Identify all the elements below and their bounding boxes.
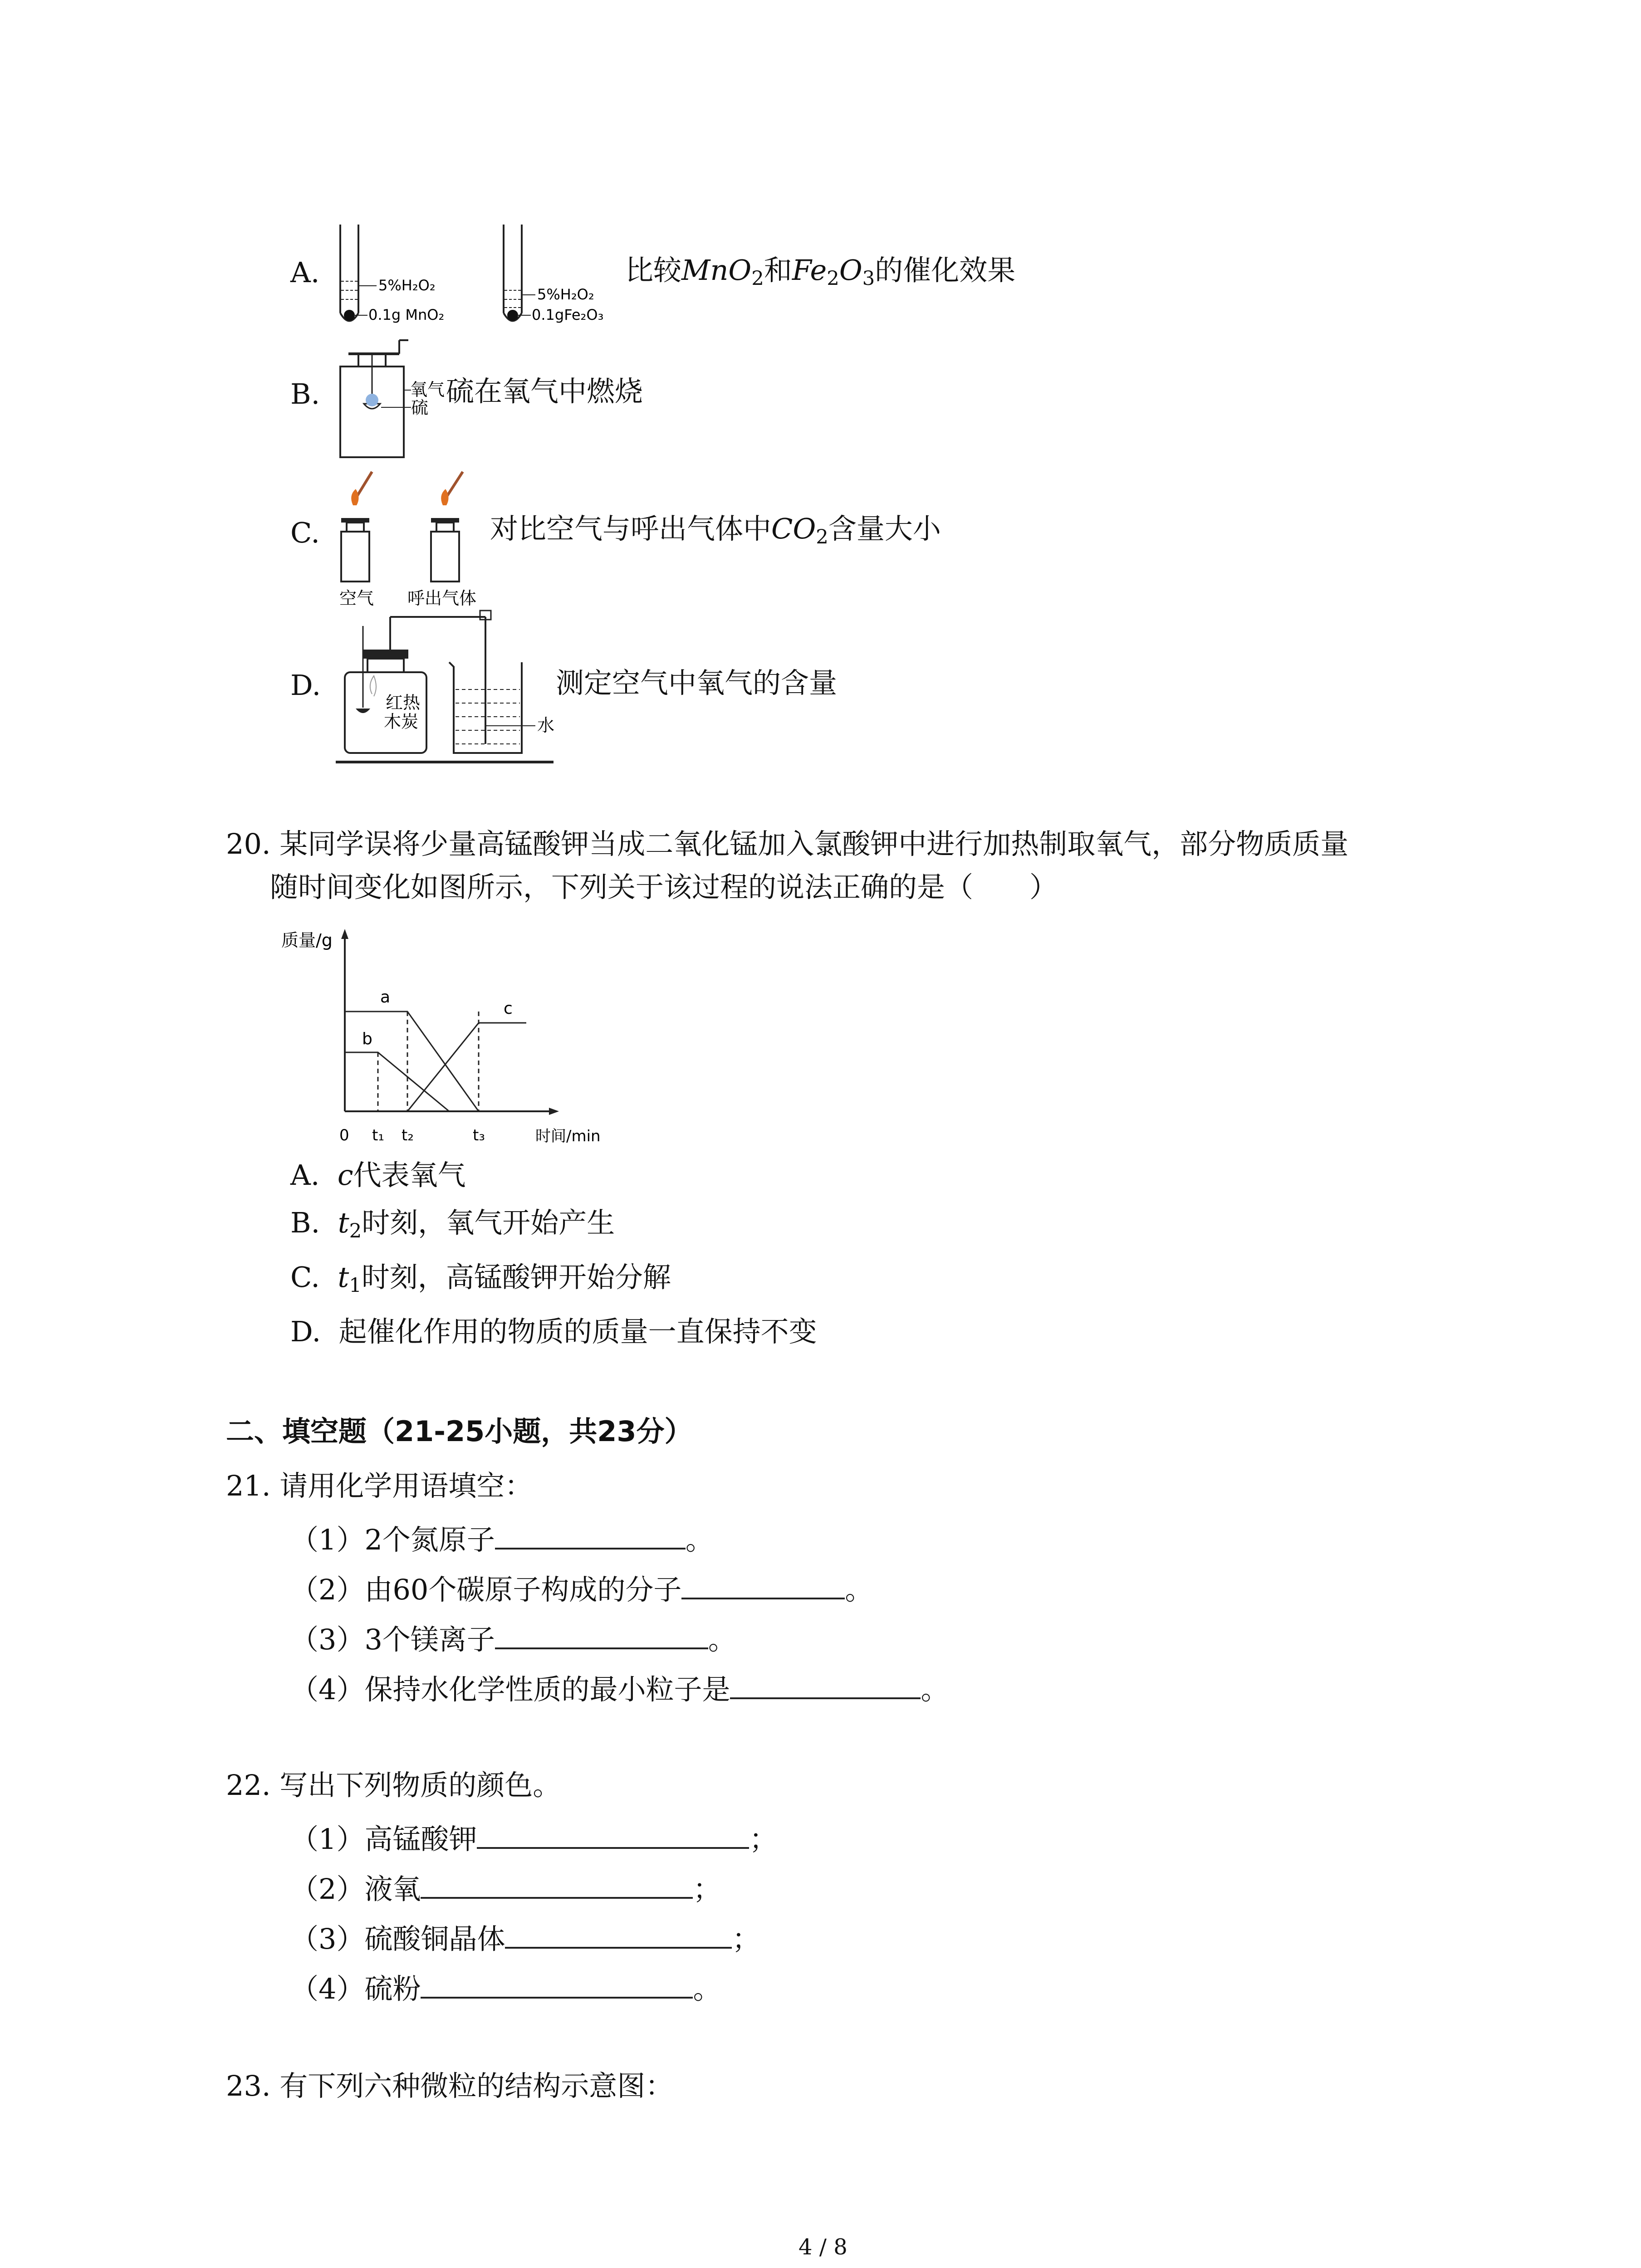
charcoal-label: 木炭	[384, 712, 419, 732]
answer-blank[interactable]	[681, 1574, 845, 1599]
q22-item-1: （1）高锰酸钾 ；	[290, 1823, 778, 1856]
q22-title: 22. 写出下列物质的颜色。	[226, 1769, 561, 1802]
q22-item-2: （2）液氧 ；	[290, 1872, 721, 1906]
red-hot-label: 红热	[386, 693, 421, 713]
option-d-figure	[336, 608, 572, 771]
tick-t1: t₁	[372, 1126, 384, 1144]
tube2-solution-label: 5%H₂O₂	[537, 286, 594, 303]
page-number: 4 / 8	[798, 2234, 847, 2260]
sulfur-label: 硫	[411, 398, 429, 418]
tube1-solution-label: 5%H₂O₂	[378, 277, 436, 294]
answer-blank[interactable]	[505, 1923, 732, 1949]
bottle-air-label: 空气	[339, 588, 374, 608]
tube1-catalyst-label: 0.1g MnO₂	[368, 306, 445, 323]
answer-blank[interactable]	[421, 1973, 693, 1999]
q20-chart	[281, 921, 601, 1148]
option-a-text: 比较MnO$_2$和$Fe_2O_3$的催化效果	[625, 254, 1016, 290]
y-axis-label: 质量/g	[281, 930, 333, 950]
answer-blank[interactable]	[730, 1674, 921, 1699]
curve-label-b: b	[362, 1030, 372, 1048]
q20-option-a: A. c代表氧气	[290, 1158, 466, 1192]
curve-b	[345, 1052, 449, 1111]
answer-blank[interactable]	[495, 1624, 708, 1649]
q23-title: 23. 有下列六种微粒的结构示意图：	[226, 2069, 674, 2102]
q20-stem-line2: 随时间变化如图所示，下列关于该过程的说法正确的是（ ）	[270, 870, 1058, 904]
option-a-figure	[336, 222, 635, 331]
oxygen-label: 氧气	[410, 380, 445, 400]
option-c-figure	[331, 463, 495, 608]
q22-item-3: （3）硫酸铜晶体 ；	[290, 1922, 760, 1955]
q20-option-b: B. $t_2$时刻，氧气开始产生	[290, 1206, 615, 1242]
x-axis-label: 时间/min	[535, 1127, 601, 1145]
q20-option-c: C. $t_1$时刻，高锰酸钾开始分解	[290, 1261, 671, 1297]
section-title: 二、填空题（21-25小题，共23分）	[226, 1415, 693, 1448]
q20-stem-line1: 20. 某同学误将少量高锰酸钾当成二氧化锰加入氯酸钾中进行加热制取氧气，部分物质质量	[226, 827, 1349, 860]
option-b-text: 硫在氧气中燃烧	[446, 375, 643, 408]
bottle-breath-label: 呼出气体	[407, 588, 477, 608]
answer-blank[interactable]	[477, 1823, 749, 1849]
answer-blank[interactable]	[495, 1524, 686, 1549]
curve-label-c: c	[504, 999, 513, 1018]
option-d-text: 测定空气中氧气的含量	[556, 666, 838, 699]
option-b-letter: B.	[290, 377, 320, 411]
option-b-figure	[336, 336, 445, 463]
curve-label-a: a	[380, 988, 391, 1007]
option-d-letter: D.	[290, 669, 321, 702]
option-a-letter: A.	[290, 256, 320, 289]
q21-item-2: （2）由60个碳原子构成的分子 。	[290, 1573, 873, 1606]
q22-item-4: （4）硫粉 。	[290, 1972, 721, 2005]
water-label: 水	[537, 715, 555, 735]
q21-item-4: （4）保持水化学性质的最小粒子是 。	[290, 1673, 949, 1706]
tube2-catalyst-label: 0.1gFe₂O₃	[532, 306, 604, 323]
option-c-text: 对比空气与呼出气体中$CO_2$含量大小	[490, 512, 941, 548]
tick-t2: t₂	[402, 1126, 414, 1144]
origin-label: 0	[339, 1126, 349, 1144]
q20-option-d: D. 起催化作用的物质的质量一直保持不变	[290, 1315, 817, 1348]
q21-item-1: （1）2个氮原子 。	[290, 1523, 714, 1556]
answer-blank[interactable]	[421, 1873, 693, 1899]
q21-item-3: （3）3个镁离子 。	[290, 1623, 736, 1656]
curve-a	[345, 1012, 479, 1111]
tick-t3: t₃	[473, 1126, 485, 1144]
option-c-letter: C.	[290, 516, 320, 549]
q21-title: 21. 请用化学用语填空：	[226, 1469, 533, 1502]
